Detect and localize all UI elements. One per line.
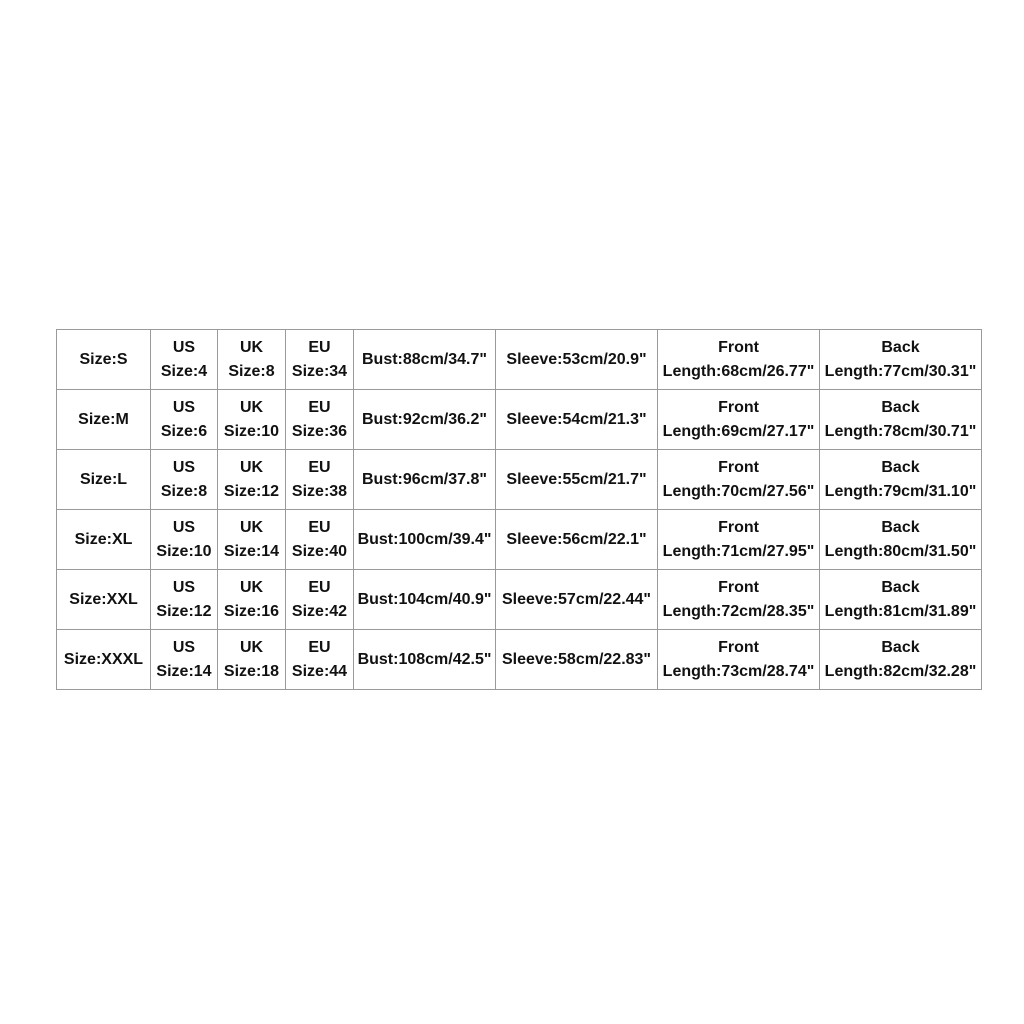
uk-size-cell: UK Size:10 [218,390,286,450]
front-length-cell: Front Length:72cm/28.35" [658,570,820,630]
sleeve-cell: Sleeve:53cm/20.9" [496,330,658,390]
us-size-cell: US Size:14 [151,630,218,690]
sleeve-cell: Sleeve:54cm/21.3" [496,390,658,450]
us-size-cell: US Size:12 [151,570,218,630]
size-cell: Size:XXXL [57,630,151,690]
bust-cell: Bust:88cm/34.7" [354,330,496,390]
bust-cell: Bust:96cm/37.8" [354,450,496,510]
back-length-cell: Back Length:82cm/32.28" [820,630,982,690]
front-length-cell: Front Length:68cm/26.77" [658,330,820,390]
eu-size-cell: EU Size:36 [286,390,354,450]
size-cell: Size:L [57,450,151,510]
size-row-s [57,330,982,390]
eu-size-cell: EU Size:42 [286,570,354,630]
back-length-cell: Back Length:81cm/31.89" [820,570,982,630]
size-chart-table [56,329,982,690]
eu-size-cell: EU Size:40 [286,510,354,570]
back-length-cell: Back Length:79cm/31.10" [820,450,982,510]
uk-size-cell: UK Size:16 [218,570,286,630]
uk-size-cell: UK Size:12 [218,450,286,510]
front-length-cell: Front Length:69cm/27.17" [658,390,820,450]
bust-cell: Bust:104cm/40.9" [354,570,496,630]
back-length-cell: Back Length:77cm/30.31" [820,330,982,390]
sleeve-cell: Sleeve:57cm/22.44" [496,570,658,630]
size-row-xxl [57,570,982,630]
eu-size-cell: EU Size:34 [286,330,354,390]
eu-size-cell: EU Size:38 [286,450,354,510]
us-size-cell: US Size:4 [151,330,218,390]
bust-cell: Bust:100cm/39.4" [354,510,496,570]
size-cell: Size:XXL [57,570,151,630]
uk-size-cell: UK Size:8 [218,330,286,390]
size-cell: Size:XL [57,510,151,570]
front-length-cell: Front Length:70cm/27.56" [658,450,820,510]
uk-size-cell: UK Size:18 [218,630,286,690]
sleeve-cell: Sleeve:56cm/22.1" [496,510,658,570]
front-length-cell: Front Length:71cm/27.95" [658,510,820,570]
size-cell: Size:M [57,390,151,450]
us-size-cell: US Size:10 [151,510,218,570]
back-length-cell: Back Length:80cm/31.50" [820,510,982,570]
eu-size-cell: EU Size:44 [286,630,354,690]
bust-cell: Bust:108cm/42.5" [354,630,496,690]
size-row-m [57,390,982,450]
us-size-cell: US Size:6 [151,390,218,450]
us-size-cell: US Size:8 [151,450,218,510]
back-length-cell: Back Length:78cm/30.71" [820,390,982,450]
bust-cell: Bust:92cm/36.2" [354,390,496,450]
front-length-cell: Front Length:73cm/28.74" [658,630,820,690]
size-row-l [57,450,982,510]
size-row-xxxl [57,630,982,690]
size-row-xl [57,510,982,570]
uk-size-cell: UK Size:14 [218,510,286,570]
sleeve-cell: Sleeve:58cm/22.83" [496,630,658,690]
size-cell: Size:S [57,330,151,390]
sleeve-cell: Sleeve:55cm/21.7" [496,450,658,510]
